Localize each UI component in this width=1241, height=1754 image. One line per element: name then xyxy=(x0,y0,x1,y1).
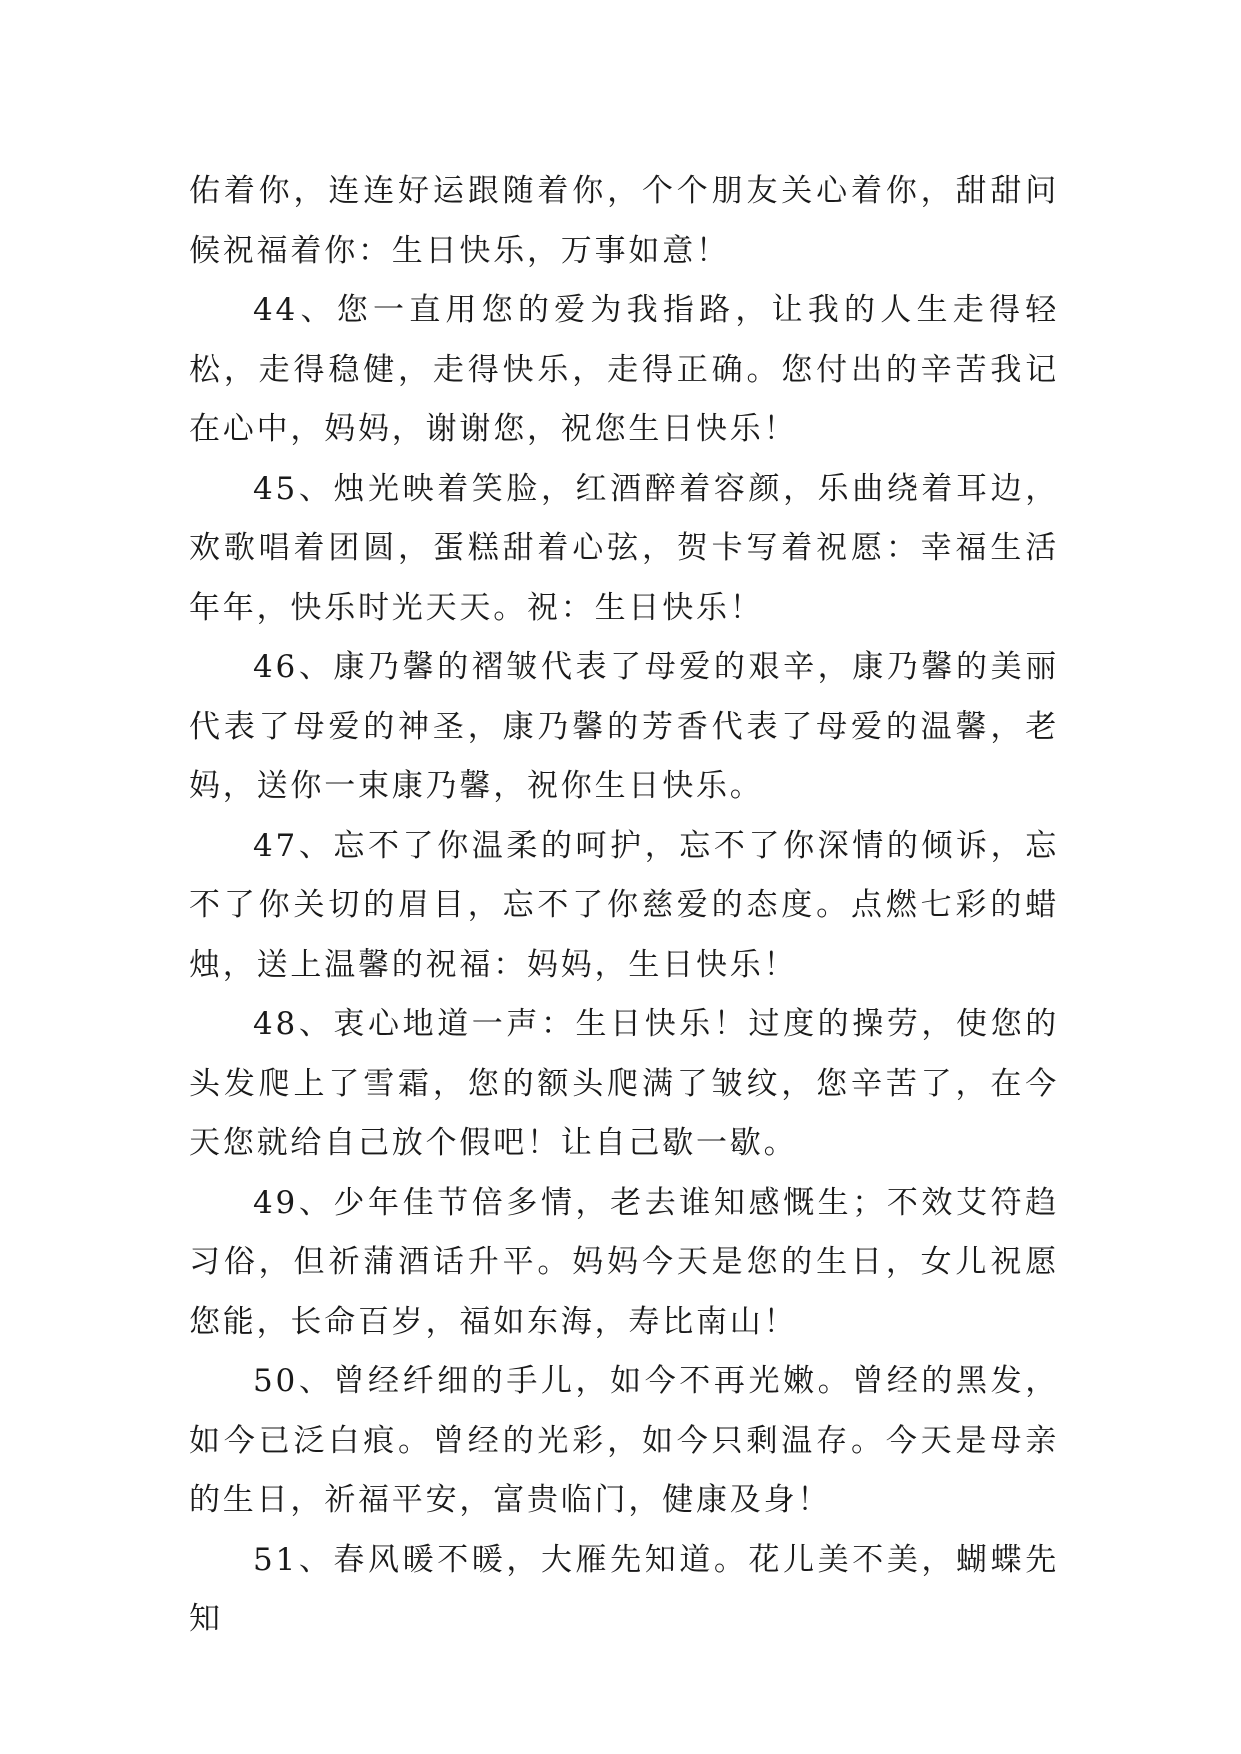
paragraph-50: 50、曾经纤细的手儿，如今不再光嫩。曾经的黑发，如今已泛白痕。曾经的光彩，如今只剩温存。今天是母亲的生日，祈福平安，富贵临门，健康及身！ xyxy=(189,1363,1059,1518)
document-body xyxy=(189,162,1059,1650)
paragraph-51: 51、春风暖不暖，大雁先知道。花儿美不美，蝴蝶先知 xyxy=(189,1541,1059,1637)
paragraph-45: 45、烛光映着笑脸，红酒醉着容颜，乐曲绕着耳边，欢歌唱着团圆，蛋糕甜着心弦，贺卡写着祝愿：幸福生活年年，快乐时光天天。祝：生日快乐！ xyxy=(189,470,1059,626)
paragraph-49: 49、少年佳节倍多情，老去谁知感慨生；不效艾符趋习俗，但祈蒲酒话升平。妈妈今天是您的生日，女儿祝愿您能，长命百岁，福如东海，寿比南山！ xyxy=(189,1184,1059,1340)
paragraph-47: 47、忘不了你温柔的呵护，忘不了你深情的倾诉，忘不了你关切的眉目，忘不了你慈爱的态度。点燃七彩的蜡烛，送上温馨的祝福：妈妈，生日快乐！ xyxy=(189,827,1059,983)
paragraph-44: 44、您一直用您的爱为我指路，让我的人生走得轻松，走得稳健，走得快乐，走得正确。您付出的辛苦我记在心中，妈妈，谢谢您，祝您生日快乐！ xyxy=(189,292,1059,447)
paragraph-continuation: 佑着你，连连好运跟随着你，个个朋友关心着你，甜甜问候祝福着你：生日快乐，万事如意！ xyxy=(189,173,1059,269)
paragraph-46: 46、康乃馨的褶皱代表了母爱的艰辛，康乃馨的美丽代表了母爱的神圣，康乃馨的芳香代表了母爱的温馨，老妈，送你一束康乃馨，祝你生日快乐。 xyxy=(189,649,1059,804)
paragraph-48: 48、衷心地道一声：生日快乐！过度的操劳，使您的头发爬上了雪霜，您的额头爬满了皱纹，您辛苦了，在今天您就给自己放个假吧！让自己歇一歇。 xyxy=(189,1006,1059,1161)
